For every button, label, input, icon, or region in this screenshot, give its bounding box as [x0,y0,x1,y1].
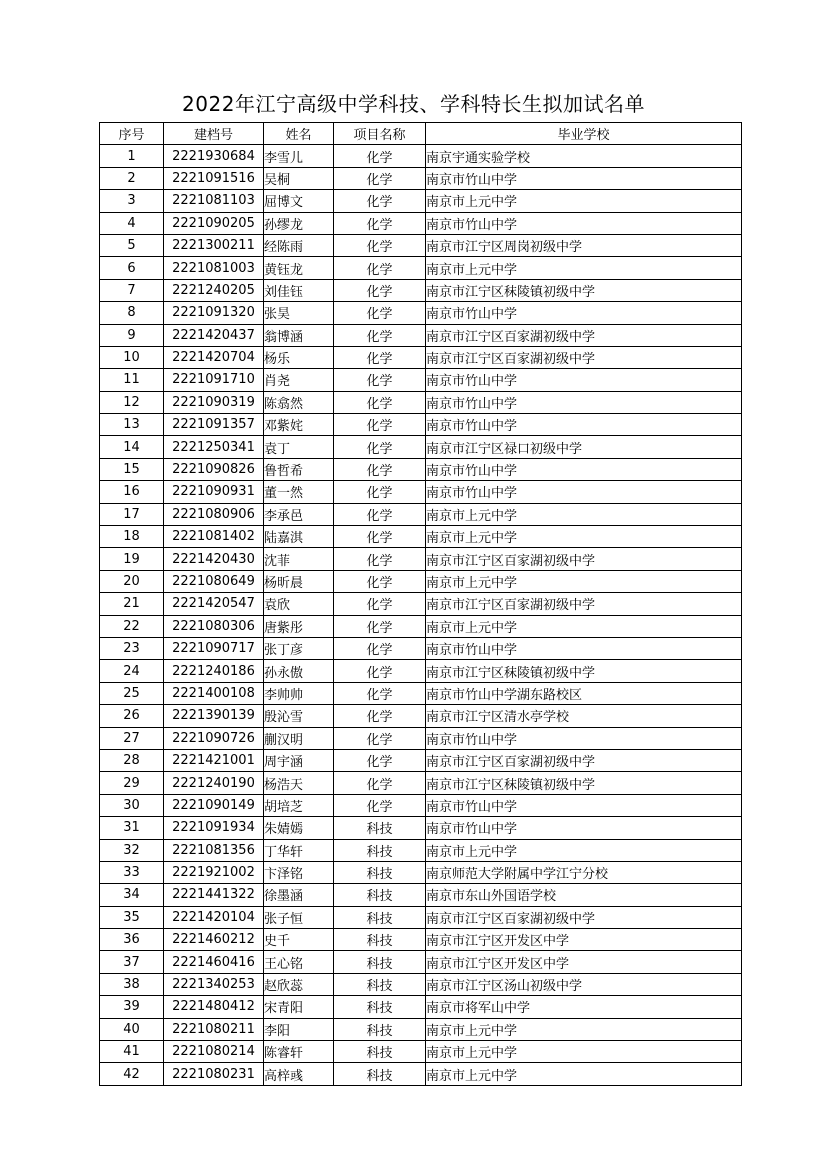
cell-file-id: 2221240186 [164,660,264,682]
cell-name: 屈博文 [264,190,334,212]
cell-name: 孙缪龙 [264,212,334,234]
cell-project: 化学 [334,391,426,413]
table-row [100,749,742,771]
cell-project: 化学 [334,257,426,279]
cell-name: 胡培芝 [264,794,334,816]
table-row [100,682,742,704]
cell-name: 刘佳钰 [264,279,334,301]
cell-project: 化学 [334,682,426,704]
cell-serial-no: 40 [100,1018,164,1040]
cell-name: 孙永傲 [264,660,334,682]
cell-project: 化学 [334,167,426,189]
cell-project: 化学 [334,190,426,212]
cell-serial-no: 24 [100,660,164,682]
cell-school: 南京市上元中学 [426,1018,742,1040]
cell-file-id: 2221081003 [164,257,264,279]
cell-serial-no: 19 [100,548,164,570]
cell-name: 李雪儿 [264,145,334,167]
table-body [100,145,742,1085]
cell-file-id: 2221480412 [164,996,264,1018]
cell-serial-no: 13 [100,414,164,436]
cell-serial-no: 6 [100,257,164,279]
cell-school: 南京市上元中学 [426,839,742,861]
cell-name: 赵欣蕊 [264,973,334,995]
cell-serial-no: 20 [100,570,164,592]
cell-school: 南京市竹山中学 [426,794,742,816]
cell-name: 朱婧嫣 [264,817,334,839]
cell-name: 丁华轩 [264,839,334,861]
header-school: 毕业学校 [426,123,742,145]
cell-serial-no: 14 [100,436,164,458]
cell-file-id: 2221080211 [164,1018,264,1040]
table-row [100,817,742,839]
cell-serial-no: 36 [100,929,164,951]
cell-project: 化学 [334,302,426,324]
cell-school: 南京市江宁区百家湖初级中学 [426,324,742,346]
table-row [100,279,742,301]
table-row [100,951,742,973]
cell-serial-no: 23 [100,637,164,659]
cell-file-id: 2221240190 [164,772,264,794]
cell-name: 张子恒 [264,906,334,928]
cell-serial-no: 2 [100,167,164,189]
cell-serial-no: 34 [100,884,164,906]
table-row [100,1041,742,1063]
cell-serial-no: 7 [100,279,164,301]
table-row [100,167,742,189]
cell-school: 南京市竹山中学 [426,637,742,659]
document-title: 2022年江宁高级中学科技、学科特长生拟加试名单 [182,92,645,116]
cell-school: 南京市江宁区秣陵镇初级中学 [426,279,742,301]
cell-school: 南京市竹山中学 [426,817,742,839]
cell-file-id: 2221081356 [164,839,264,861]
table-row [100,1063,742,1085]
cell-school: 南京市竹山中学 [426,727,742,749]
cell-project: 科技 [334,861,426,883]
table-row [100,503,742,525]
cell-serial-no: 9 [100,324,164,346]
cell-file-id: 2221090717 [164,637,264,659]
header-file-id: 建档号 [164,123,264,145]
cell-project: 科技 [334,1018,426,1040]
cell-school: 南京市江宁区百家湖初级中学 [426,749,742,771]
table-row [100,906,742,928]
cell-serial-no: 15 [100,458,164,480]
cell-school: 南京市江宁区百家湖初级中学 [426,593,742,615]
cell-file-id: 2221080906 [164,503,264,525]
cell-school: 南京市上元中学 [426,570,742,592]
cell-name: 张丁彦 [264,637,334,659]
cell-serial-no: 28 [100,749,164,771]
cell-file-id: 2221091710 [164,369,264,391]
cell-school: 南京师范大学附属中学江宁分校 [426,861,742,883]
table-row [100,973,742,995]
cell-name: 翁博涵 [264,324,334,346]
cell-project: 化学 [334,436,426,458]
cell-file-id: 2221460212 [164,929,264,951]
cell-school: 南京市江宁区百家湖初级中学 [426,906,742,928]
table-row [100,234,742,256]
cell-file-id: 2221081402 [164,526,264,548]
cell-project: 科技 [334,839,426,861]
cell-name: 蒯汉明 [264,727,334,749]
cell-project: 科技 [334,973,426,995]
table-row [100,1018,742,1040]
cell-school: 南京市江宁区秣陵镇初级中学 [426,772,742,794]
cell-project: 化学 [334,458,426,480]
cell-name: 王心铭 [264,951,334,973]
table-row [100,794,742,816]
candidate-table [99,122,742,1086]
cell-school: 南京市竹山中学 [426,212,742,234]
cell-name: 杨浩天 [264,772,334,794]
cell-file-id: 2221420430 [164,548,264,570]
table-row [100,257,742,279]
cell-name: 陆嘉淇 [264,526,334,548]
table-row [100,839,742,861]
cell-name: 高梓彧 [264,1063,334,1085]
cell-name: 袁丁 [264,436,334,458]
cell-project: 科技 [334,906,426,928]
cell-project: 化学 [334,548,426,570]
cell-serial-no: 5 [100,234,164,256]
cell-serial-no: 21 [100,593,164,615]
cell-project: 化学 [334,593,426,615]
cell-project: 科技 [334,951,426,973]
cell-file-id: 2221090931 [164,481,264,503]
cell-project: 化学 [334,503,426,525]
table-row [100,929,742,951]
cell-name: 卞泽铭 [264,861,334,883]
table-row [100,190,742,212]
cell-project: 化学 [334,279,426,301]
table-row [100,772,742,794]
cell-school: 南京市上元中学 [426,257,742,279]
cell-file-id: 2221390139 [164,705,264,727]
cell-project: 化学 [334,369,426,391]
table-row [100,570,742,592]
cell-file-id: 2221240205 [164,279,264,301]
cell-serial-no: 17 [100,503,164,525]
table-row [100,884,742,906]
table-row [100,861,742,883]
cell-serial-no: 10 [100,346,164,368]
cell-serial-no: 39 [100,996,164,1018]
cell-school: 南京市上元中学 [426,503,742,525]
cell-file-id: 2221090205 [164,212,264,234]
cell-file-id: 2221090726 [164,727,264,749]
cell-school: 南京市上元中学 [426,1041,742,1063]
cell-school: 南京市上元中学 [426,1063,742,1085]
cell-name: 吴桐 [264,167,334,189]
table-row [100,727,742,749]
table-row [100,436,742,458]
cell-serial-no: 41 [100,1041,164,1063]
table-row [100,145,742,167]
cell-school: 南京市江宁区周岗初级中学 [426,234,742,256]
cell-name: 史千 [264,929,334,951]
cell-school: 南京市上元中学 [426,615,742,637]
cell-name: 杨昕晨 [264,570,334,592]
table-row [100,996,742,1018]
table-row [100,548,742,570]
cell-file-id: 2221090826 [164,458,264,480]
cell-file-id: 2221091516 [164,167,264,189]
table-row [100,391,742,413]
cell-serial-no: 26 [100,705,164,727]
cell-project: 化学 [334,414,426,436]
cell-school: 南京市竹山中学 [426,481,742,503]
cell-project: 化学 [334,234,426,256]
cell-file-id: 2221090319 [164,391,264,413]
cell-project: 科技 [334,929,426,951]
cell-serial-no: 1 [100,145,164,167]
cell-serial-no: 11 [100,369,164,391]
table-row [100,660,742,682]
cell-school: 南京市江宁区汤山初级中学 [426,973,742,995]
cell-file-id: 2221441322 [164,884,264,906]
cell-serial-no: 18 [100,526,164,548]
cell-serial-no: 30 [100,794,164,816]
cell-name: 李承邑 [264,503,334,525]
cell-file-id: 2221420547 [164,593,264,615]
table-row [100,593,742,615]
cell-serial-no: 4 [100,212,164,234]
cell-project: 科技 [334,817,426,839]
cell-file-id: 2221300211 [164,234,264,256]
cell-name: 肖尧 [264,369,334,391]
cell-school: 南京市上元中学 [426,526,742,548]
table-row [100,414,742,436]
cell-file-id: 2221930684 [164,145,264,167]
cell-name: 徐墨涵 [264,884,334,906]
cell-serial-no: 32 [100,839,164,861]
cell-name: 杨乐 [264,346,334,368]
table-row [100,302,742,324]
cell-project: 化学 [334,324,426,346]
cell-project: 化学 [334,772,426,794]
cell-file-id: 2221080231 [164,1063,264,1085]
cell-project: 化学 [334,637,426,659]
cell-name: 袁欣 [264,593,334,615]
table-row [100,346,742,368]
cell-school: 南京市东山外国语学校 [426,884,742,906]
cell-serial-no: 33 [100,861,164,883]
cell-school: 南京市江宁区百家湖初级中学 [426,548,742,570]
cell-project: 化学 [334,660,426,682]
cell-serial-no: 3 [100,190,164,212]
cell-project: 化学 [334,346,426,368]
cell-project: 化学 [334,212,426,234]
cell-serial-no: 29 [100,772,164,794]
cell-project: 化学 [334,145,426,167]
cell-name: 经陈雨 [264,234,334,256]
cell-name: 陈翕然 [264,391,334,413]
cell-school: 南京市竹山中学 [426,414,742,436]
cell-name: 唐紫彤 [264,615,334,637]
cell-project: 科技 [334,884,426,906]
cell-school: 南京市江宁区百家湖初级中学 [426,346,742,368]
table-row [100,526,742,548]
cell-school: 南京宇通实验学校 [426,145,742,167]
cell-project: 化学 [334,481,426,503]
cell-project: 科技 [334,996,426,1018]
cell-file-id: 2221250341 [164,436,264,458]
cell-file-id: 2221421001 [164,749,264,771]
table-row [100,637,742,659]
cell-school: 南京市竹山中学 [426,458,742,480]
cell-name: 黄钰龙 [264,257,334,279]
cell-name: 殷沁雪 [264,705,334,727]
cell-name: 李阳 [264,1018,334,1040]
table-row [100,212,742,234]
cell-file-id: 2221460416 [164,951,264,973]
cell-file-id: 2221080306 [164,615,264,637]
cell-school: 南京市江宁区禄口初级中学 [426,436,742,458]
cell-file-id: 2221340253 [164,973,264,995]
cell-school: 南京市将军山中学 [426,996,742,1018]
cell-school: 南京市竹山中学 [426,167,742,189]
cell-name: 沈菲 [264,548,334,570]
cell-serial-no: 42 [100,1063,164,1085]
cell-serial-no: 25 [100,682,164,704]
cell-project: 化学 [334,570,426,592]
table-row [100,705,742,727]
cell-name: 邓紫姹 [264,414,334,436]
cell-file-id: 2221400108 [164,682,264,704]
cell-school: 南京市江宁区开发区中学 [426,951,742,973]
header-project: 项目名称 [334,123,426,145]
cell-serial-no: 8 [100,302,164,324]
cell-name: 鲁哲希 [264,458,334,480]
cell-file-id: 2221420104 [164,906,264,928]
cell-serial-no: 38 [100,973,164,995]
cell-name: 张昊 [264,302,334,324]
cell-name: 李帅帅 [264,682,334,704]
cell-serial-no: 35 [100,906,164,928]
cell-project: 化学 [334,749,426,771]
cell-file-id: 2221090149 [164,794,264,816]
cell-school: 南京市上元中学 [426,190,742,212]
cell-file-id: 2221091320 [164,302,264,324]
header-name: 姓名 [264,123,334,145]
cell-school: 南京市江宁区开发区中学 [426,929,742,951]
cell-file-id: 2221420437 [164,324,264,346]
cell-name: 董一然 [264,481,334,503]
cell-serial-no: 27 [100,727,164,749]
cell-school: 南京市竹山中学 [426,391,742,413]
cell-name: 陈睿轩 [264,1041,334,1063]
table-row [100,324,742,346]
cell-school: 南京市江宁区清水亭学校 [426,705,742,727]
cell-serial-no: 37 [100,951,164,973]
table-header-row [100,123,742,145]
cell-serial-no: 22 [100,615,164,637]
table-row [100,615,742,637]
cell-name: 周宇涵 [264,749,334,771]
cell-school: 南京市竹山中学湖东路校区 [426,682,742,704]
cell-school: 南京市竹山中学 [426,302,742,324]
cell-serial-no: 16 [100,481,164,503]
cell-project: 科技 [334,1063,426,1085]
cell-file-id: 2221921002 [164,861,264,883]
cell-name: 宋青阳 [264,996,334,1018]
cell-project: 化学 [334,615,426,637]
cell-serial-no: 31 [100,817,164,839]
cell-project: 化学 [334,526,426,548]
table-row [100,369,742,391]
header-serial-no: 序号 [100,123,164,145]
cell-project: 化学 [334,794,426,816]
table-row [100,458,742,480]
cell-file-id: 2221080649 [164,570,264,592]
cell-file-id: 2221420704 [164,346,264,368]
table-row [100,481,742,503]
cell-file-id: 2221091357 [164,414,264,436]
cell-school: 南京市竹山中学 [426,369,742,391]
cell-project: 科技 [334,1041,426,1063]
cell-serial-no: 12 [100,391,164,413]
cell-file-id: 2221091934 [164,817,264,839]
cell-school: 南京市江宁区秣陵镇初级中学 [426,660,742,682]
cell-file-id: 2221081103 [164,190,264,212]
cell-file-id: 2221080214 [164,1041,264,1063]
cell-project: 化学 [334,727,426,749]
cell-project: 化学 [334,705,426,727]
